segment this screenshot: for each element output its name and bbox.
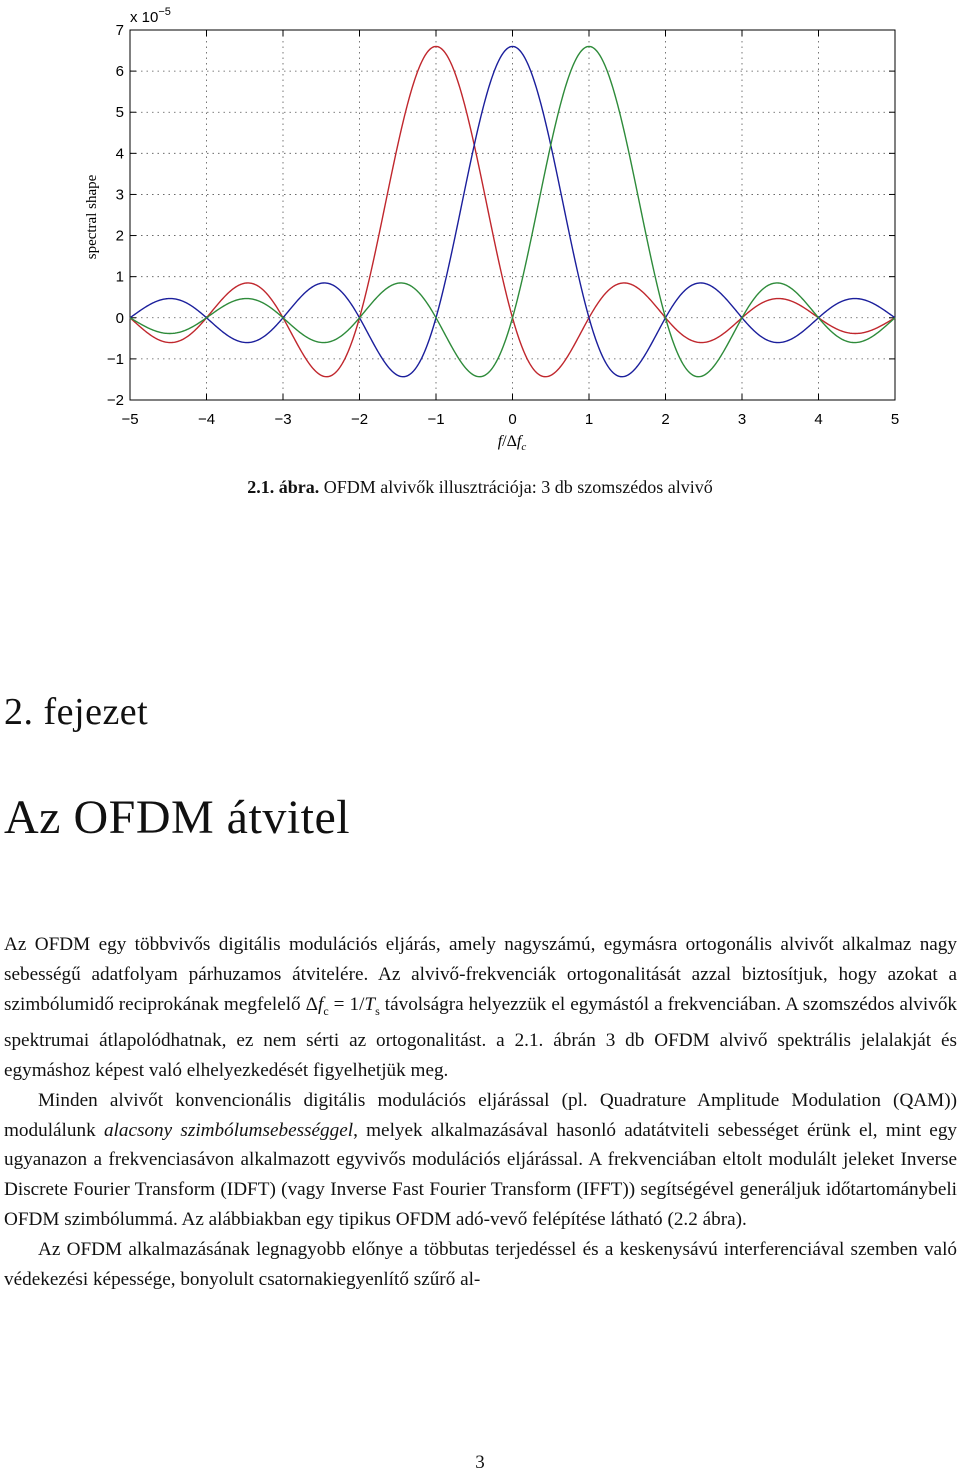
y-tick-label: 5 (115, 104, 124, 122)
y-tick-label: 4 (115, 145, 124, 163)
x-tick-label: 3 (737, 411, 747, 428)
figure-caption (0, 477, 960, 498)
caption-text: OFDM alvivők illusztrációja: 3 db szomszédos alvivő (323, 477, 713, 497)
y-tick-label: −1 (106, 350, 124, 368)
chart-ticks (107, 22, 899, 428)
page-number: 3 (475, 1452, 485, 1473)
y-tick-label: −2 (106, 392, 124, 409)
chart-grid (130, 30, 895, 400)
y-exponent: x $10^{-5}$ (130, 6, 171, 26)
y-tick-label: 0 (115, 309, 124, 327)
x-axis-label: $f/\Delta f_c$ (497, 433, 527, 453)
x-tick-label: −1 (427, 411, 445, 428)
x-tick-label: 0 (508, 411, 517, 428)
x-tick-label: 4 (814, 411, 823, 428)
y-tick-label: 1 (115, 268, 124, 286)
x-tick-label: 2 (661, 411, 670, 428)
y-tick-label: 6 (115, 63, 124, 81)
paragraph-3: Az OFDM alkalmazásának legnagyobb előnye a többutas terjedéssel és a keskenysávú interferenciával szemben való védekezési képessége, bonyolult csatornakiegyenlítő szűrő al- (4, 1238, 957, 1290)
x-tick-label: −3 (274, 411, 292, 428)
x-tick-label: 5 (890, 411, 900, 428)
caption-label: 2.1. ábra. (247, 477, 320, 497)
x-tick-label: −5 (121, 411, 139, 428)
x-tick-label: −2 (350, 411, 369, 428)
body-text (4, 930, 957, 1294)
x-tick-label: −4 (197, 411, 216, 428)
x-tick-label: 1 (584, 411, 594, 428)
y-tick-label: 3 (115, 186, 124, 204)
paragraph-2: Minden alvivőt konvencionális digitális modulációs eljárással (pl. Quadrature Amplitude Modulation (QAM)) modulálunk alacsony szimbólumsebességgel, melyek alkalmazásával hasonló adatátviteli sebességet érünk el, mint egy ugyanazon a frekvenciasávon alkalmazott egyvivős modulációs eljárással. A frekvenciában eltolt modulált jeleket Inverse Discrete Fourier Transform (IDFT) (vagy Inverse Fast Fourier Transform (IFFT)) segítségével generáljuk időtartománybeli OFDM szimbólummá. Az alábbiakban egy tipikus OFDM adó-vevő felépítése látható (2.2 ábra). (4, 1089, 958, 1230)
ofdm-subcarrier-figure (0, 0, 960, 470)
y-axis-label: spectral shape (84, 174, 100, 260)
chapter-number: 2. fejezet (4, 691, 149, 733)
y-tick-label: 2 (115, 227, 124, 245)
chapter-title: Az OFDM átvitel (4, 791, 351, 844)
y-tick-label: 7 (115, 22, 124, 39)
paragraph-1: Az OFDM egy többvivős digitális modulációs eljárás, amely nagyszámú, egymásra ortogonális alvivőt alkalmaz nagy sebességű adatfolyam párhuzamos átvitelére. Az alvivő-frekvenciák ortogonalitását azzal biztosítjuk, hogy azokat a szimbólumidő reciprokának megfelelő $\Delta f_c = 1/T_s$ távolságra helyezzük el egymástól a frekvenciában. A szomszédos alvivők spektrumai átlapolódhatnak, ez nem sérti az ortogonalitást. a 2.1. ábrán 3 db OFDM alvivő spektrális jelalakját és egymáshoz képest való elhelyezkedését figyelhetjük meg. (4, 934, 958, 1082)
